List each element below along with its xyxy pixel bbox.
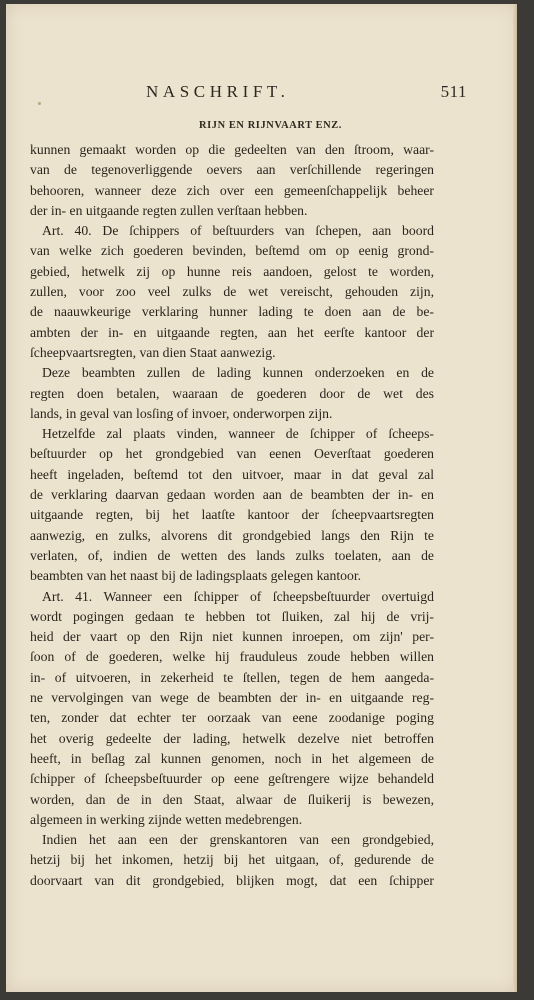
text-line: beſtuurder op het grondgebied van eenen Oeverſtaat goederen <box>30 446 434 462</box>
text-line: heeft, in beſlag zal kunnen genomen, noch in het algemeen de <box>30 750 434 766</box>
running-head-title: NASCHRIFT. <box>146 82 290 101</box>
body-text <box>30 140 434 891</box>
book-page <box>6 4 517 992</box>
text-line: de verklaring daarvan gedaan worden aan de beambten der in- en <box>30 487 434 503</box>
text-line: van welke zich goederen bevinden, beſtemd om op eenig grond- <box>30 243 434 259</box>
text-line: ambten der in- en uitgaande regten, aan het eerſte kantoor der <box>30 324 434 340</box>
text-line: lands, in geval van losſing of invoer, onderworpen zijn. <box>30 405 333 421</box>
text-line: gebied, hetwelk zij op hunne reis aandoen, gelost te worden, <box>30 263 434 279</box>
text-line: behooren, wanneer deze zich over een gemeenſchappelijk beheer <box>30 182 434 198</box>
text-line: Deze beambten zullen de lading kunnen onderzoeken en de <box>42 365 434 381</box>
text-line: ſchipper of ſcheepsbeſtuurder op eene geſtrengere wijze behandeld <box>30 771 434 787</box>
text-line: het overig gedeelte der lading, hetwelk dezelve niet betroffen <box>30 730 434 746</box>
text-line: Art. 41. Wanneer een ſchipper of ſcheepsbeſtuurder overtuigd <box>42 588 434 604</box>
page-edge-shadow <box>513 4 517 992</box>
text-line: Hetzelfde zal plaats vinden, wanneer de ſchipper of ſcheeps- <box>42 426 434 442</box>
text-line: beambten van het naast bij de ladingsplaats gelegen kantoor. <box>30 568 362 584</box>
text-line: hetzij bij het inkomen, hetzij bij het uitgaan, of, gedurende de <box>30 852 434 868</box>
text-line: uitgaande regten, bij het laatſte kantoor der ſcheepvaartsregten <box>30 507 434 523</box>
text-line: ſcheepvaartsregten, van dien Staat aanwezig. <box>30 344 276 360</box>
text-line: ne vervolgingen van wege de beambten der in- en uitgaande reg- <box>30 690 434 706</box>
text-line: der in- en uitgaande regten zullen verſtaan hebben. <box>30 202 308 218</box>
text-line: wordt pogingen gedaan te hebben tot ſluiken, zal hij de vrij- <box>30 608 434 624</box>
text-line: de naauwkeurige verklaring hunner lading te doen aan de be- <box>30 304 434 320</box>
text-line: van de tegenoverliggende oevers aan verſchillende regeringen <box>30 162 434 178</box>
running-head <box>6 82 517 104</box>
text-line: regten doen betalen, waaraan de goederen door de wet des <box>30 385 434 401</box>
text-line: Indien het aan een der grenskantoren van een grondgebied, <box>42 832 434 848</box>
page-number: 511 <box>440 82 467 101</box>
text-line: ten, zonder dat echter ter oorzaak van eene zoodanige poging <box>30 710 434 726</box>
text-line: heeft ingeladen, beſtemd tot den uitvoer, maar in dat geval zal <box>30 466 434 482</box>
text-line: zullen, voor zoo veel zulks de wet vereischt, gehouden zijn, <box>30 284 434 300</box>
text-line: doorvaart van dit grondgebied, blijken mogt, dat een ſchipper <box>30 872 434 888</box>
text-line: algemeen in werking zijnde wetten medebrengen. <box>30 811 303 827</box>
text-line: in- of uitvoeren, in zekerheid te ſtellen, tegen de hem aangeda- <box>30 669 434 685</box>
text-line: ſoon of de goederen, welke hij frauduleus zoude hebben willen <box>30 649 434 665</box>
section-subheading: RIJN EN RIJNVAART ENZ. <box>199 120 342 131</box>
text-line: worden, dan de in den Staat, alwaar de ſluikerij is bewezen, <box>30 791 434 807</box>
text-line: Art. 40. De ſchippers of beſtuurders van ſchepen, aan boord <box>42 223 434 239</box>
text-line: aanwezig, en zulks, alvorens dit grondgebied langs den Rijn te <box>30 527 434 543</box>
text-line: kunnen gemaakt worden op die gedeelten van den ſtroom, waar- <box>30 142 434 157</box>
text-line: heid der vaart op den Rijn niet kunnen inroepen, om zijn' per- <box>30 629 434 645</box>
text-line: verlaten, of, indien de wetten des lands zulks toelaten, aan de <box>30 547 434 563</box>
